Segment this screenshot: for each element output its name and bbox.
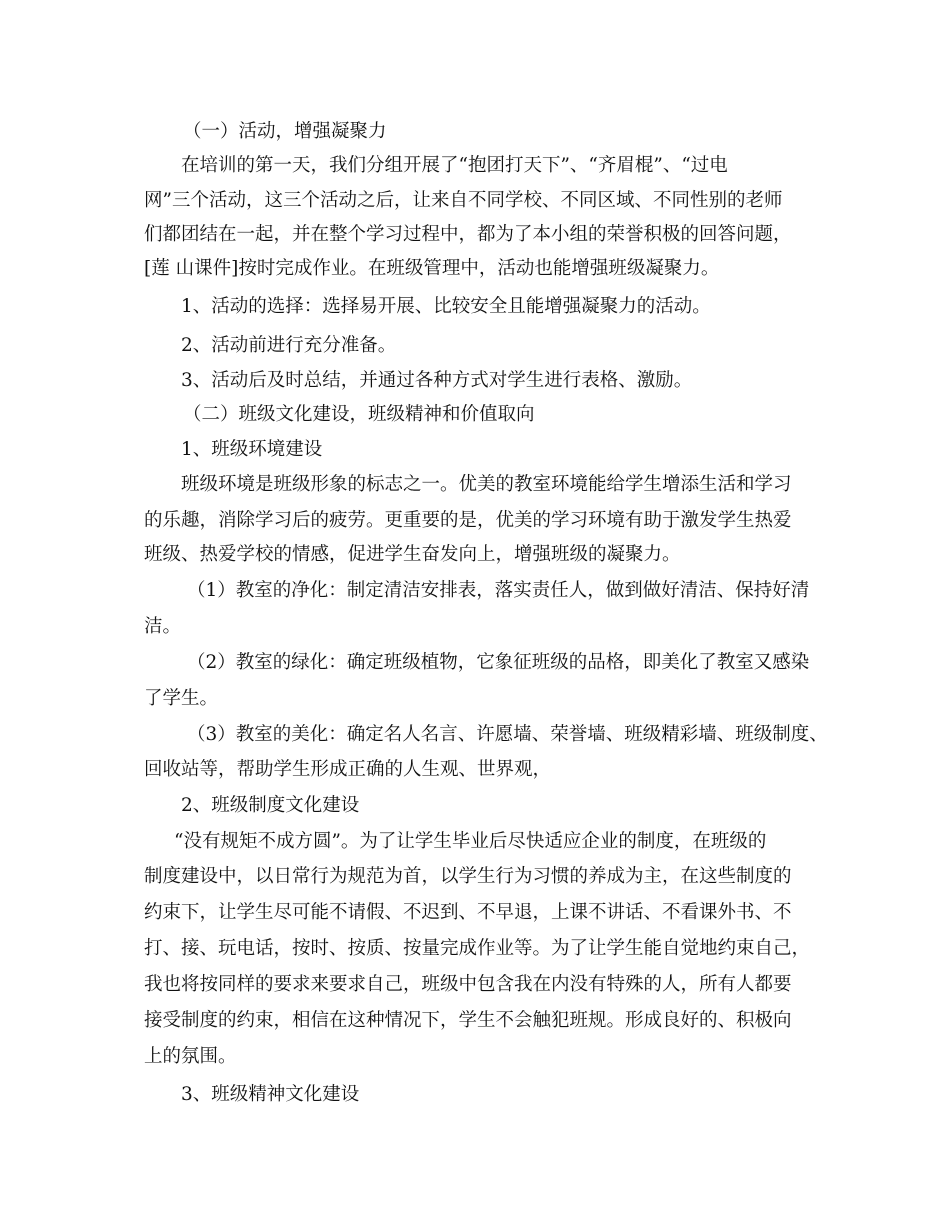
paragraph-line: 们都团结在一起，并在整个学习过程中，都为了本小组的荣誉积极的回答问题， (144, 224, 792, 245)
paragraph-line: 上的氛围。 (144, 1046, 237, 1067)
paragraph-line: “没有规矩不成方圆”。为了让学生毕业后尽快适应企业的制度，在班级的 (174, 831, 767, 852)
paragraph-line: 制度建设中，以日常行为规范为首，以学生行为习惯的养成为主，在这些制度的 (144, 866, 792, 887)
paragraph-line: 接受制度的约束，相信在这种情况下，学生不会触犯班规。形成良好的、积极向 (144, 1010, 792, 1031)
section-heading-class-culture: （二）班级文化建设，班级精神和价值取向 (183, 404, 535, 425)
list-item: 1、活动的选择：选择易开展、比较安全且能增强凝聚力的活动。 (181, 296, 711, 317)
paragraph-line: 网”三个活动，这三个活动之后，让来自不同学校、不同区域、不同性别的老师 (144, 190, 783, 211)
paragraph-line: 回收站等，帮助学生形成正确的人生观、世界观， (144, 759, 552, 780)
paragraph-line: 我也将按同样的要求来要求自己，班级中包含我在内没有特殊的人，所有人都要 (144, 974, 792, 995)
paragraph-line: 洁。 (144, 616, 182, 637)
paragraph-line: 约束下，让学生尽可能不请假、不迟到、不早退，上课不讲话、不看课外书、不 (144, 902, 792, 923)
paragraph-line: 在培训的第一天，我们分组开展了“抱团打天下”、“齐眉棍”、“过电 (181, 155, 728, 176)
subsection-heading: 1、班级环境建设 (181, 439, 323, 460)
paragraph-line: 了学生。 (144, 688, 219, 709)
section-heading-activities: （一）活动，增强凝聚力 (183, 121, 387, 142)
list-item: 2、活动前进行充分准备。 (181, 335, 397, 356)
paragraph-line: [莲 山课件]按时完成作业。在班级管理中，活动也能增强班级凝聚力。 (144, 258, 720, 279)
paragraph-line: 打、接、玩电话，按时、按质、按量完成作业等。为了让学生能自觉地约束自己， (144, 938, 811, 959)
paragraph-line: 的乐趣，消除学习后的疲劳。更重要的是，优美的学习环境有助于激发学生热爱 (144, 510, 792, 531)
list-item: （3）教室的美化：确定名人名言、许愿墙、荣誉墙、班级精彩墙、班级制度、 (187, 724, 828, 745)
list-item: （2）教室的绿化：确定班级植物，它象征班级的品格，即美化了教室又感染 (187, 652, 810, 673)
subsection-heading: 3、班级精神文化建设 (181, 1084, 360, 1105)
list-item: （1）教室的净化：制定清洁安排表，落实责任人，做到做好清洁、保持好清 (187, 580, 810, 601)
subsection-heading: 2、班级制度文化建设 (181, 795, 360, 816)
list-item: 3、活动后及时总结，并通过各种方式对学生进行表格、激励。 (181, 370, 693, 391)
paragraph-line: 班级、热爱学校的情感，促进学生奋发向上，增强班级的凝聚力。 (144, 544, 681, 565)
paragraph-line: 班级环境是班级形象的标志之一。优美的教室环境能给学生增添生活和学习 (181, 474, 792, 495)
